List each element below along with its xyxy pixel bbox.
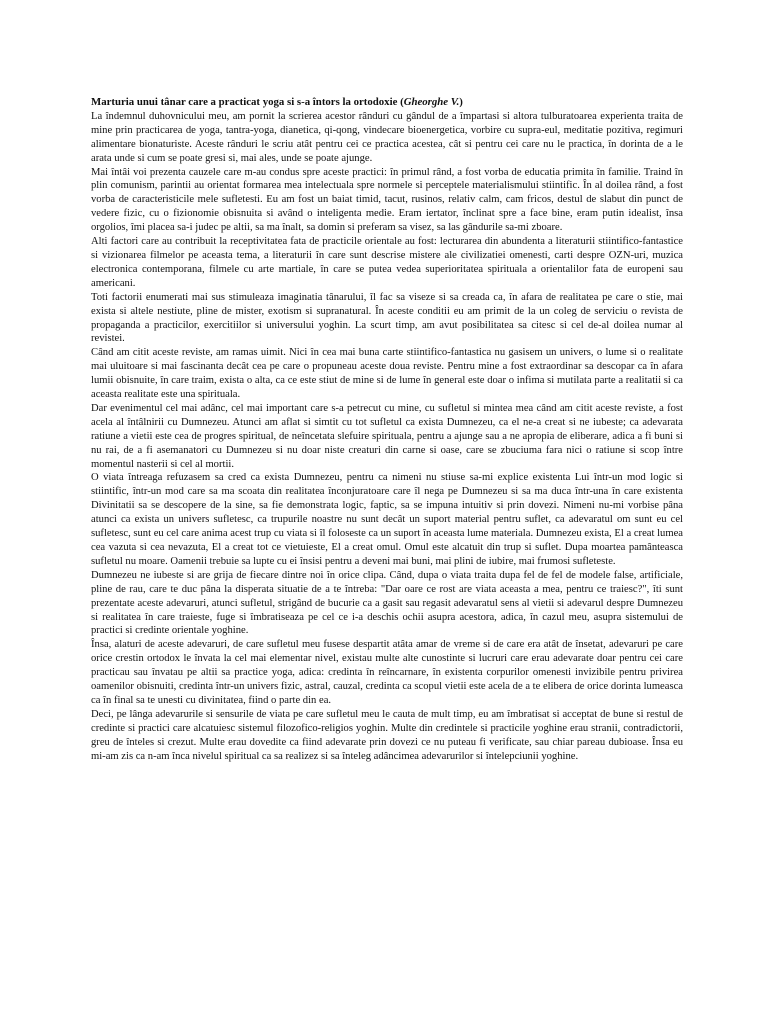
paragraph: La îndemnul duhovnicului meu, am pornit la scrierea acestor rânduri cu gândul de a împartasi si altora tulburatoarea experienta traita de mine prin practicarea de yoga, tantra-yoga, dianetica, qi-qong, vindecare bioenergetica, vorbire cu supra-eul, meditatie pozitiva, regimuri alimentare bionaturiste. Aceste rânduri le scriu atât pentru cei ce practica acestea, cât si pentru cei care nu le practica, în dorinta de a le arata unde si cum se poate gresi si, mai ales, unde se poate ajunge. — [91, 110, 683, 164]
document-title: Marturia unui tânar care a practicat yoga si s-a întors la ortodoxie (Gheorghe V.) — [91, 96, 463, 108]
author-name: Gheorghe V. — [403, 96, 460, 108]
paragraph: Dumnezeu ne iubeste si are grija de fiecare dintre noi în orice clipa. Când, dupa o viata traita dupa fel de fel de modele false, artificiale, pline de rau, care te duc pâna la disperata situatie de a te întreba: "Dar oare ce rost are viata aceasta a mea, pentru ce traiesc?", îti sunt prezentate aceste adevaruri, atunci sufletul, strigând de bucurie ca a gasit sau regasit adevaratul sens al vietii si adevarul despre Dumnezeu si realitatea în care traieste, fuge si îmbratiseaza pe cel ce i-a deschis ochii asupra acestora, adica, în cazul meu, asupra sistemului de practici si credinte orientale yoghine. — [91, 569, 683, 637]
paragraph: Deci, pe lânga adevarurile si sensurile de viata pe care sufletul meu le cauta de mult timp, eu am îmbratisat si acceptat de bune si restul de credinte si practici care alcatuiesc sistemul filozofico-religios yoghin. Multe din credintele si practicile yoghine erau stranii, contradictorii, greu de înteles si crezut. Multe erau dovedite ca fiind adevarate prin dovezi ce nu puteau fi verificate, sau chiar pareau dubioase. Însa eu mi-am zis ca n-am înca nivelul spiritual ca sa realizez si sa înteleg adâncimea adevarurilor si întelepciunii yoghine. — [91, 708, 683, 762]
title-text: Marturia unui tânar care a practicat yoga si s-a întors la ortodoxie — [91, 96, 398, 108]
paragraph: Însa, alaturi de aceste adevaruri, de care sufletul meu fusese despartit atâta amar de vreme si de care era atât de însetat, adevaruri pe care orice crestin ortodox le învata la cel mai elementar nivel, existau multe alte cunostinte si lucruri care erau adevarate doar pentru cei care practicau sau învatau pe altii sa practice yoga, adica: credinta în reîncarnare, în existenta corpurilor omenesti invizibile pentru privirea oamenilor obisnuiti, credinta într-un univers fizic, astral, cauzal, credinta ca scopul vietii este acela de a te elibera de orice dorinta lumeasca ca în final sa te unesti cu divinitatea, fiind o parte din ea. — [91, 639, 683, 706]
document-page — [91, 96, 683, 764]
paragraph: Mai întâi voi prezenta cauzele care m-au condus spre aceste practici: în primul rând, a fost vorba de educatia primita în familie. Traind în plin comunism, parintii au orientat formarea mea intelectuala spre normele si perceptele materialismului stiintific. În al doilea rând, a fost vorba de caracteristicile mele sufletesti. Eu am fost un baiat timid, tacut, rusinos, relativ calm, cam fricos, destul de slabut din punct de vedere fizic, cu o fizionomie obisnuita si având o inteligenta medie. Eram iertator, înclinat spre a face bine, eram putin idealist, însa orgolios, îmi placea sa-i judec pe altii, sa ma înalt, sa domin si preferam sa visez, sa las gândurile sa-mi zboare. — [91, 166, 683, 234]
paragraph: Alti factori care au contribuit la receptivitatea fata de practicile orientale au fost: lecturarea din abundenta a literaturii stiintifico-fantastice si vizionarea filmelor pe aceasta tema, a literaturii în care sunt descrise mistere ale civilizatiei omenesti, carti despre OZN-uri, muzica electronica contemporana, filmele cu arte martiale, în care se putea vedea superioritatea spirituala a orientalilor fata de europeni sau americani. — [91, 236, 683, 289]
paragraph: Dar evenimentul cel mai adânc, cel mai important care s-a petrecut cu mine, cu sufletul si mintea mea când am citit aceste reviste, a fost acela al întâlnirii cu Dumnezeu. Atunci am aflat si simtit cu tot sufletul ca exista Dumnezeu, ca el ne-a creat si ne iubeste; ca adevarata ratiune a vietii este cea de progres spiritual, de neîncetata slefuire spirituala, pentru a ajunge sau a ne apropia de eliberare, adica a fi buni si nu rai, de a fi asemanatori cu Dumnezeu si nu doar niste creaturi din carne si oase, care se zbuciuma fara nici o ratiune si scop între momentul nasterii si cel al mortii. — [91, 402, 683, 470]
paragraph: Toti factorii enumerati mai sus stimuleaza imaginatia tânarului, îl fac sa viseze si sa creada ca, în afara de realitatea pe care o stie, mai exista si altele nestiute, pline de mister, exotism si supranatural. În aceste conditii eu am primit de la un coleg de serviciu o revista de propaganda a practicilor, exercitiilor si universului yoghin. La scurt timp, am avut posibilitatea sa citesc si cel de-al doilea numar al revistei. — [91, 291, 683, 345]
paragraph: Când am citit aceste reviste, am ramas uimit. Nici în cea mai buna carte stiintifico-fantastica nu gasisem un univers, o lume si o realitate mai uluitoare si mai fascinanta decât cea pe care o propuneau aceste doua reviste. Pentru mine a fost extraordinar sa descopar ca în afara lumii obisnuite, în care traim, exista o alta, ca ce este stiut de mine si de lume în general este doar o infima si mutilata parte a realitatii si ca aceasta realitate este una spirituala. — [91, 347, 683, 401]
paragraph: O viata întreaga refuzasem sa cred ca exista Dumnezeu, pentru ca nimeni nu stiuse sa-mi explice existenta Lui într-un mod logic si stiintific, într-un mod care sa ma scoata din realitatea înconjuratoare care îl nega pe Dumnezeu si sa ma duca într-una în care existenta Divinitatii sa se descopere de la sine, sa fie demonstrata logic, faptic, sa se impuna intuitiv si prin dovezi. Nimeni nu-mi vorbise pâna atunci ca exista un univers sufletesc, ca trupurile noastre nu sunt decât un suport material pentru suflet, ca adevaratul om sunt eu cel sufletesc, sunt eu cel care anima acest trup cu viata si îl foloseste ca un suport în aceasta lume materiala. Dumnezeu exista, El a creat lumea cea vazuta si cea nevazuta, El a creat tot ce vietuieste, El a creat omul. Omul este alcatuit din trup si suflet. Dupa moartea pamânteasca sufletul nu moare. Oamenii trebuie sa lupte cu ei însisi pentru a deveni mai buni, mai plini de iubire, mai frumosi sufleteste. — [91, 472, 683, 567]
